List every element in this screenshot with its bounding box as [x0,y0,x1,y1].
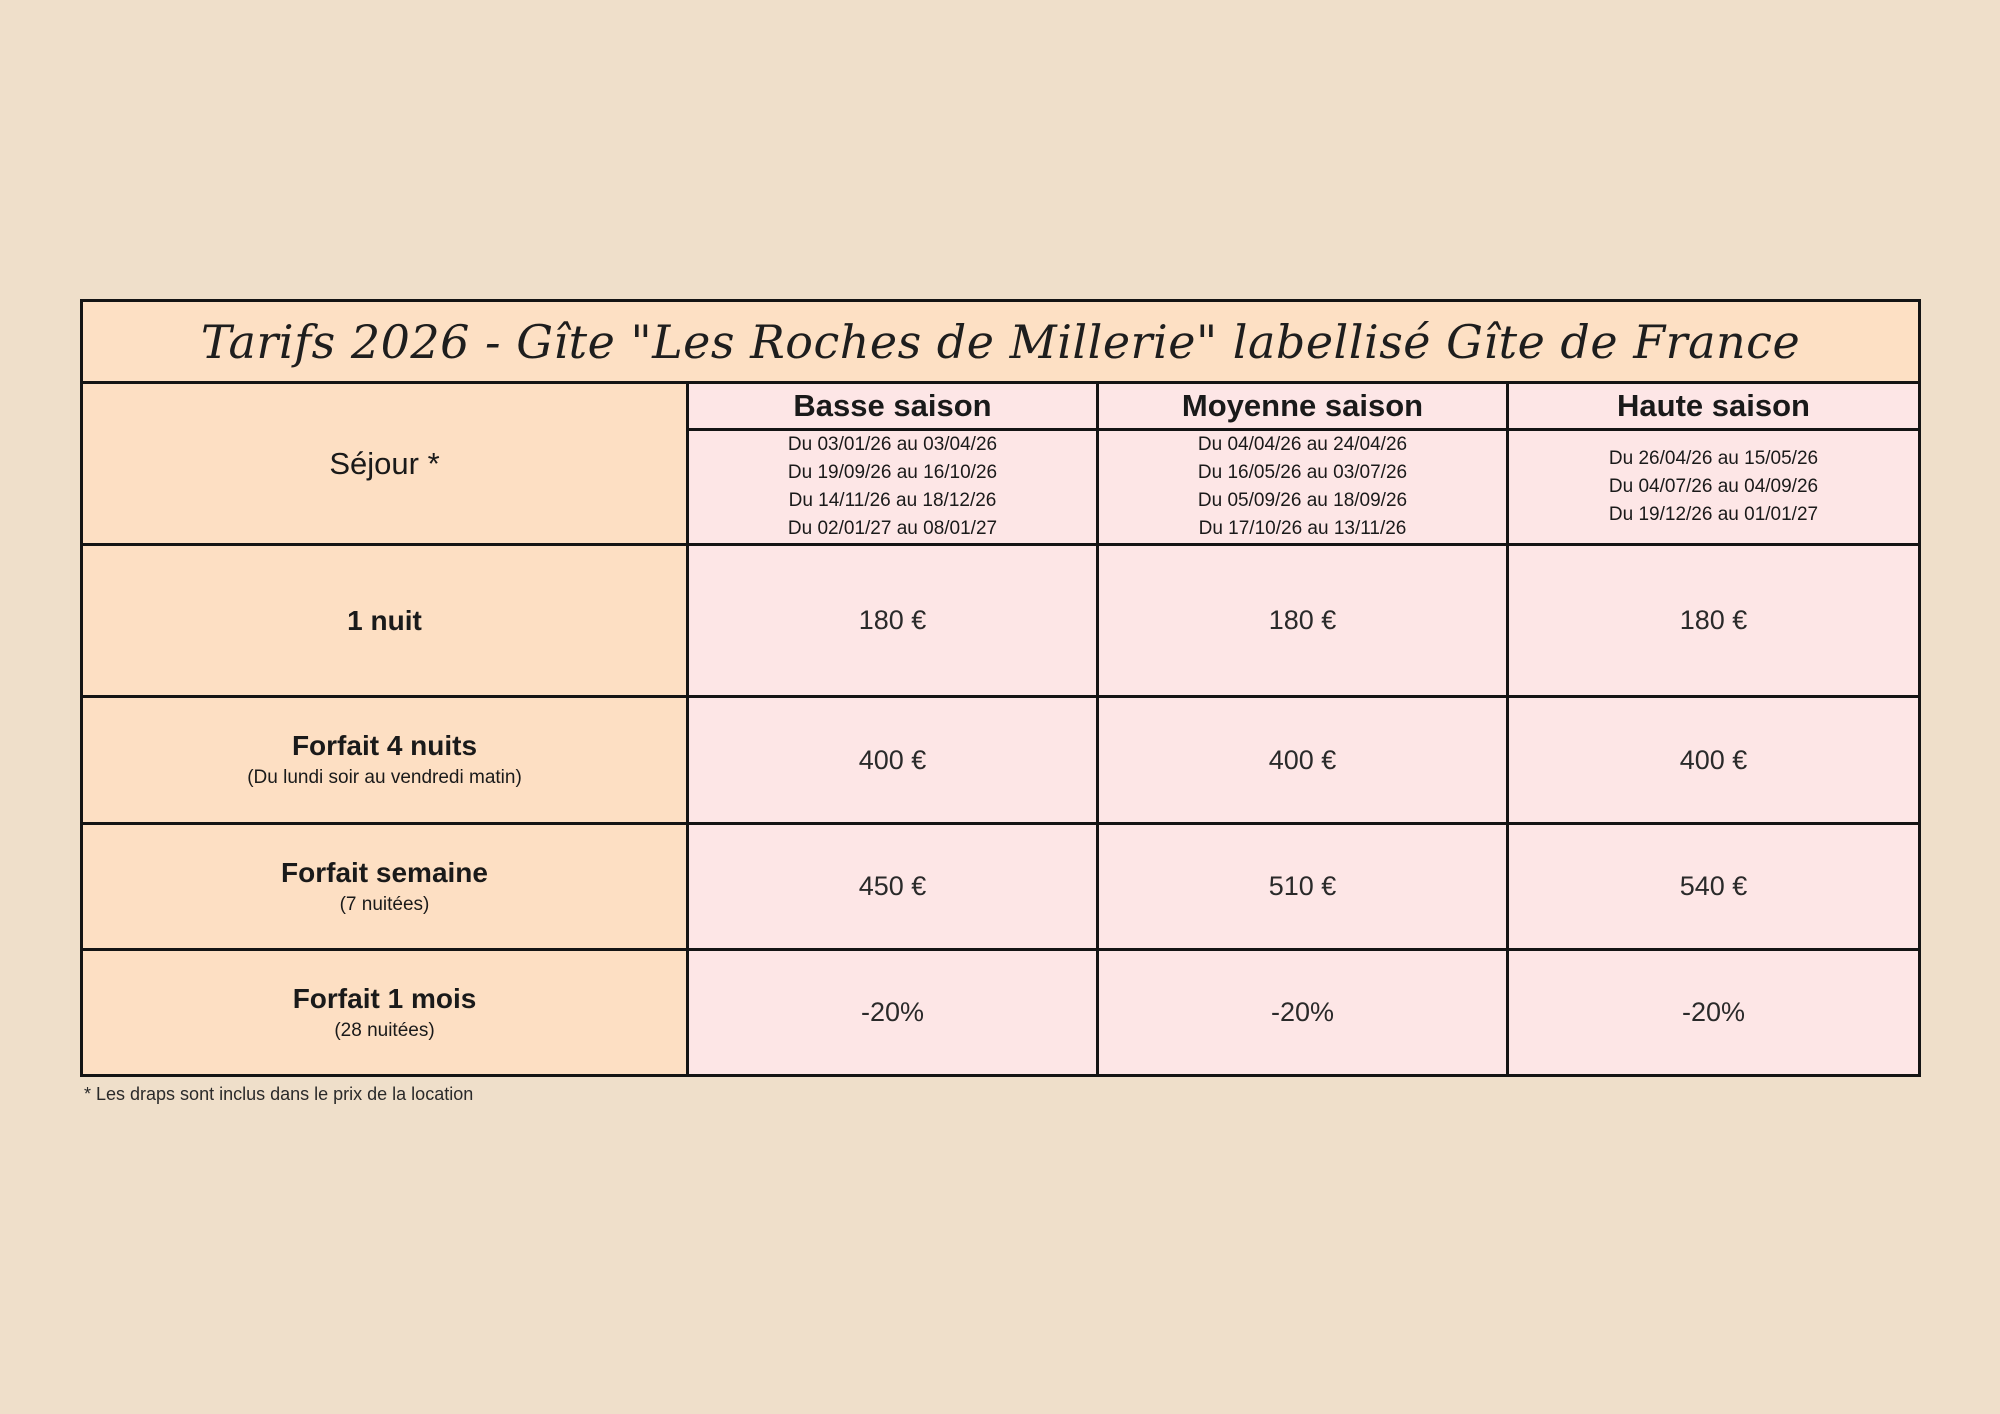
sejour-header: Séjour * [82,383,688,545]
date-range: Du 16/05/26 au 03/07/26 [1197,462,1408,483]
footnote: * Les draps sont inclus dans le prix de la location [84,1084,474,1104]
price-cell: -20% [1098,950,1508,1076]
row-label-forfait-1-mois [82,950,688,1076]
date-range: Du 26/04/26 au 15/05/26 [1608,448,1819,469]
table-title: Tarifs 2026 - Gîte "Les Roches de Millerie" labellisé Gîte de France [82,301,1920,383]
date-range: Du 17/10/26 au 13/11/26 [1198,518,1407,539]
price-cell: -20% [688,950,1098,1076]
row-label-main: 1 nuit [347,604,422,636]
price-cell: 400 € [688,697,1098,824]
row-label-sub: (Du lundi soir au vendredi matin) [247,767,522,788]
date-range: Du 04/04/26 au 24/04/26 [1197,434,1408,455]
season-dates-basse [688,430,1098,545]
price-cell: 180 € [1098,545,1508,697]
row-label-sub: (7 nuitées) [339,893,430,915]
row-label-1-nuit [82,545,688,697]
price-cell: 510 € [1098,824,1508,950]
date-range: Du 19/09/26 au 16/10/26 [787,462,998,483]
price-cell: 400 € [1098,697,1508,824]
row-label-main: Forfait 4 nuits [291,730,478,761]
table-row [82,950,1920,1076]
date-range: Du 14/11/26 au 18/12/26 [788,490,997,511]
row-label-forfait-4-nuits [82,697,688,824]
season-dates-haute [1508,430,1920,545]
table-row [82,545,1920,697]
table-row [82,697,1920,824]
row-label-sub: (28 nuitées) [334,1019,435,1041]
date-range: Du 19/12/26 au 01/01/27 [1608,504,1819,525]
date-range: Du 04/07/26 au 04/09/26 [1608,476,1819,497]
row-label-forfait-semaine [82,824,688,950]
date-range: Du 05/09/26 au 18/09/26 [1197,490,1408,511]
table-row [82,824,1920,950]
date-range: Du 03/01/26 au 03/04/26 [787,434,998,455]
row-label-main: Forfait 1 mois [292,982,477,1014]
price-cell: 180 € [1508,545,1920,697]
tarif-table [80,299,1921,1077]
price-cell: 180 € [688,545,1098,697]
price-cell: 450 € [688,824,1098,950]
season-header-moyenne: Moyenne saison [1098,383,1508,430]
season-header-haute: Haute saison [1508,383,1920,430]
date-range: Du 02/01/27 au 08/01/27 [787,518,998,539]
price-cell: -20% [1508,950,1920,1076]
price-cell: 400 € [1508,697,1920,824]
season-dates-moyenne [1098,430,1508,545]
price-cell: 540 € [1508,824,1920,950]
season-header-basse: Basse saison [688,383,1098,430]
row-label-main: Forfait semaine [281,856,488,888]
